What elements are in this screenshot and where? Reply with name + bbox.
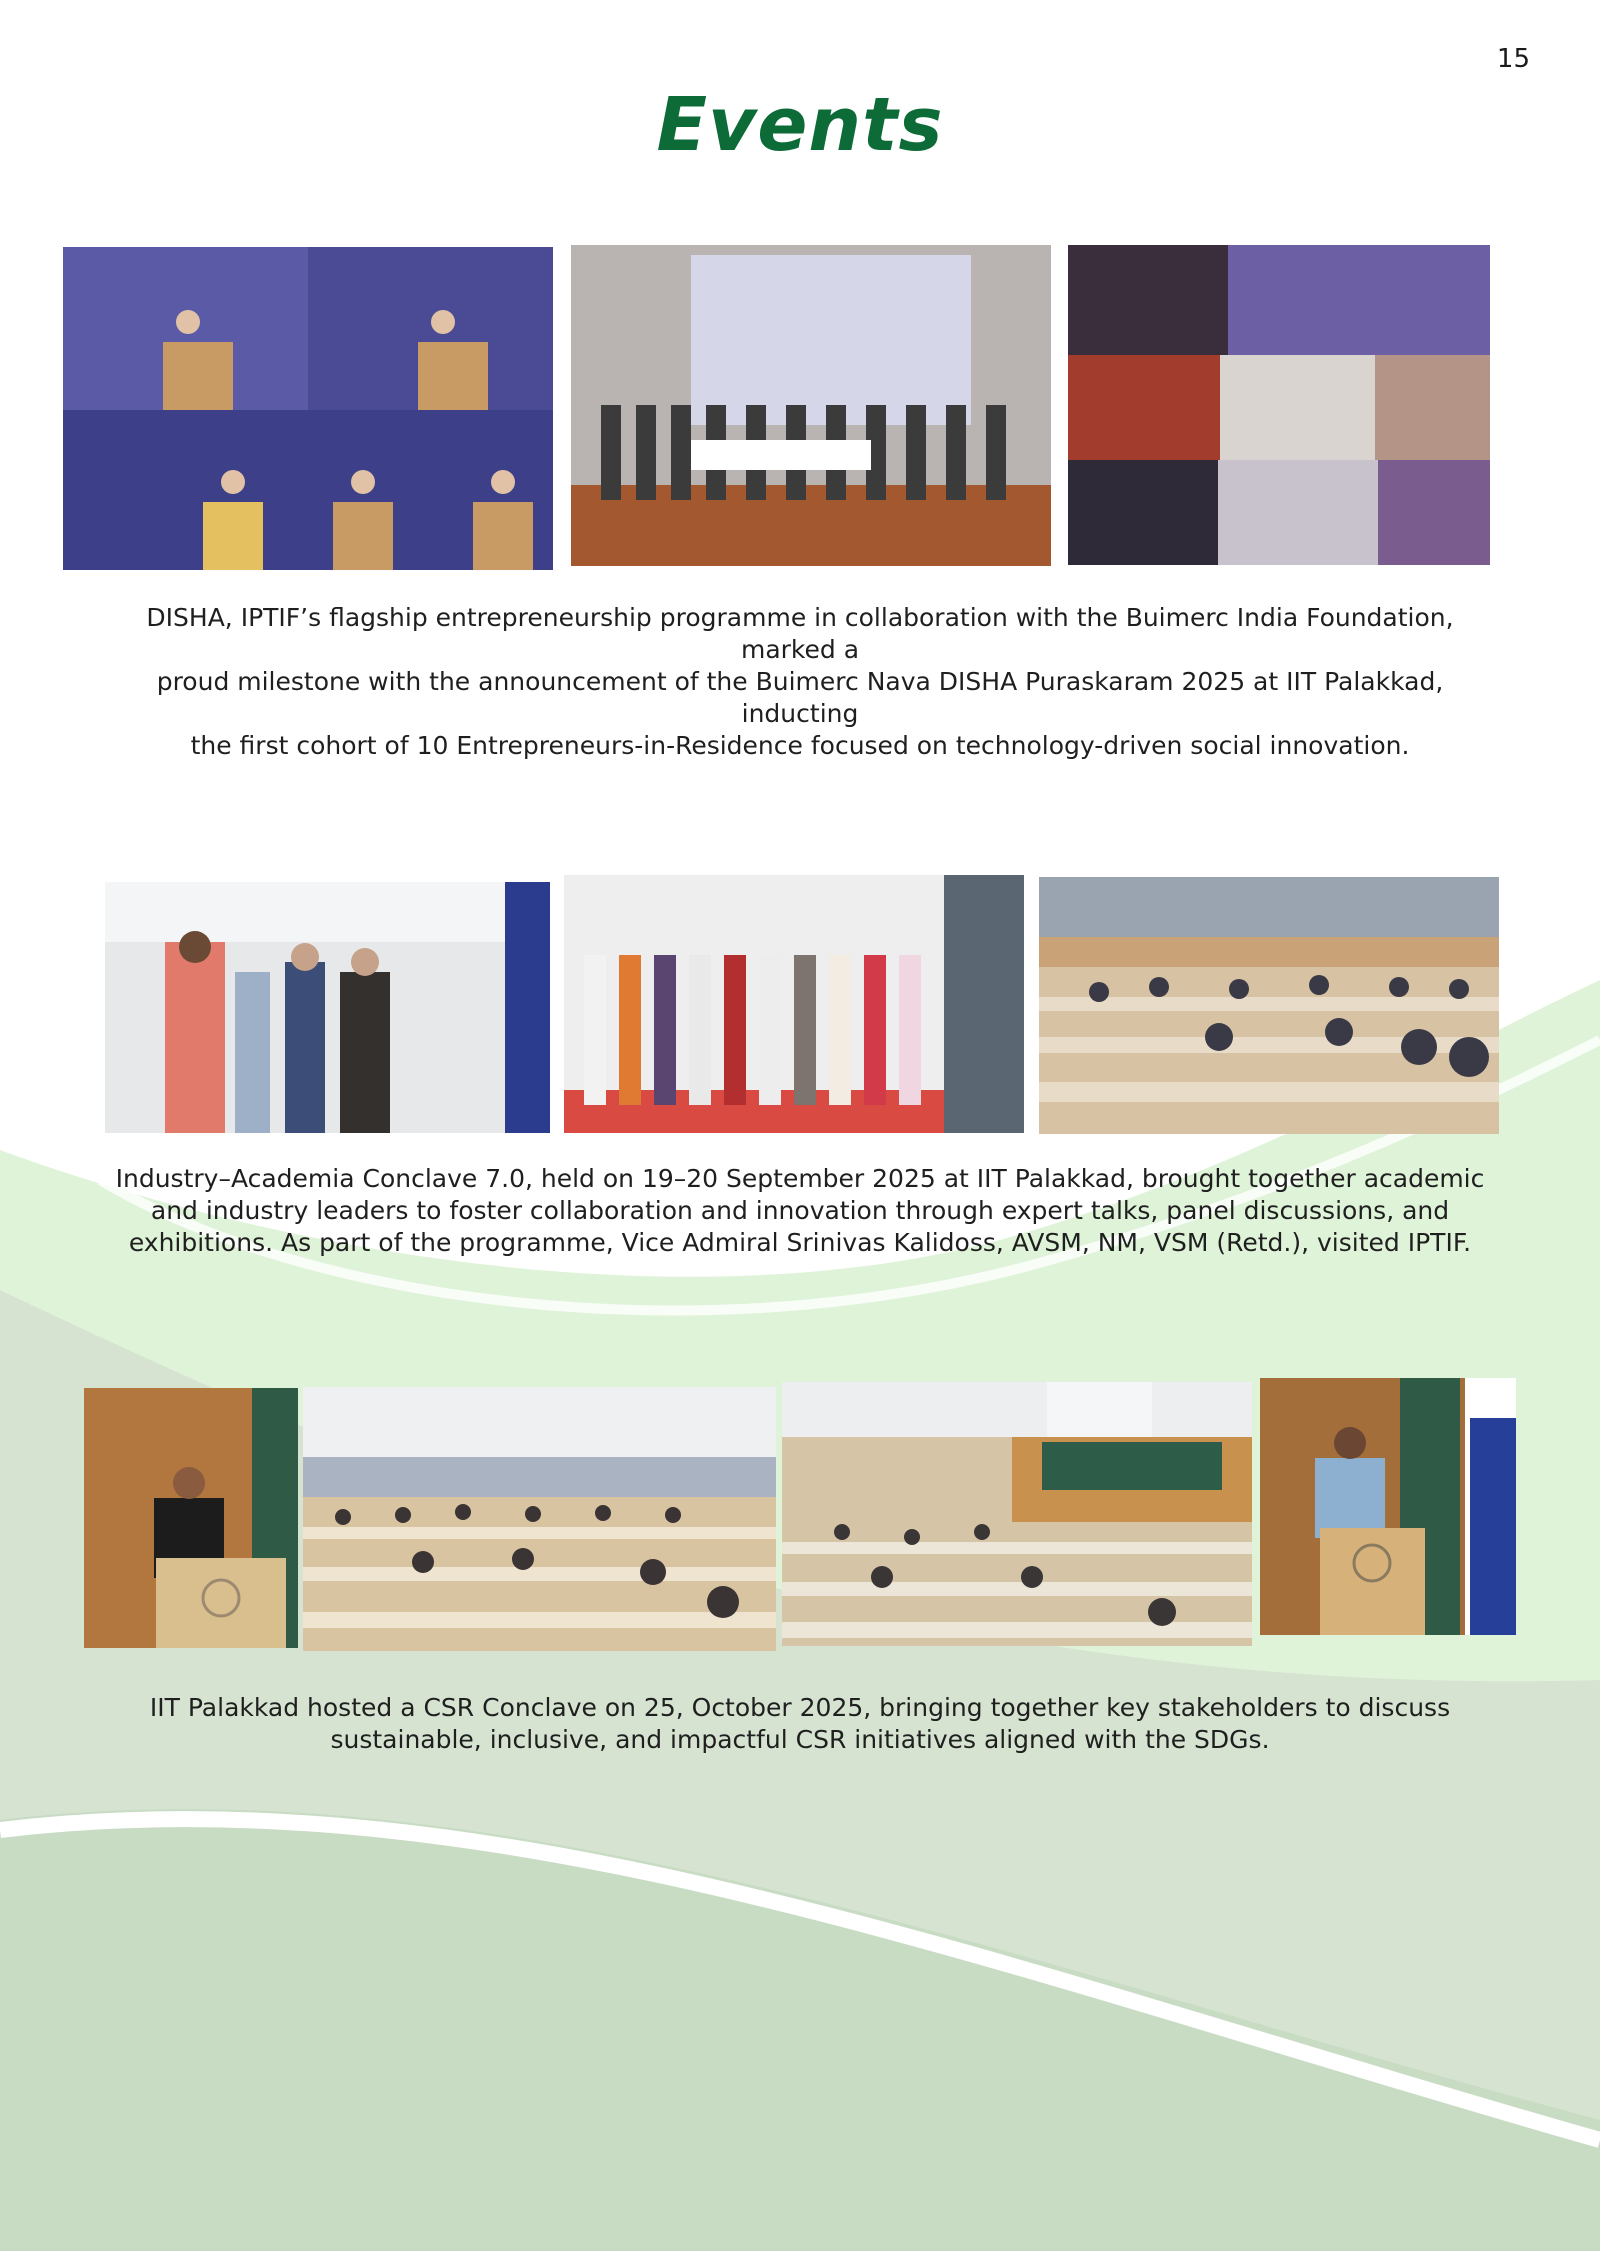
page-title: Events <box>656 82 944 168</box>
caption-line: proud milestone with the announcement of the Buimerc Nava DISHA Puraskaram 2025 at IIT Palakkad, inducting <box>156 667 1444 728</box>
csr-audience-photo-1 <box>303 1387 776 1651</box>
caption-line: exhibitions. As part of the programme, Vice Admiral Srinivas Kalidoss, AVSM, NM, VSM (Retd.), visited IPTIF. <box>128 1228 1472 1257</box>
caption-line: the first cohort of 10 Entrepreneurs-in-Residence focused on technology-driven social innovation. <box>190 731 1410 760</box>
caption-line: DISHA, IPTIF’s flagship entrepreneurship programme in collaboration with the Buimerc India Foundation, marked a <box>146 603 1454 664</box>
caption-line: IIT Palakkad hosted a CSR Conclave on 25, October 2025, bringing together key stakeholders to discuss <box>149 1693 1451 1722</box>
csr-speaker-photo <box>84 1388 298 1648</box>
conclave-audience-photo <box>1039 877 1499 1134</box>
exhibition-group-photo <box>564 875 1024 1133</box>
csr-speaker-photo-2 <box>1260 1378 1516 1635</box>
caption-line: sustainable, inclusive, and impactful CSR initiatives aligned with the SDGs. <box>330 1725 1270 1754</box>
conclave-caption <box>100 1163 1500 1259</box>
disha-speakers-collage-photo <box>63 247 553 570</box>
caption-line: and industry leaders to foster collaboration and innovation through expert talks, panel discussions, and <box>150 1196 1450 1225</box>
csr-audience-photo-2 <box>782 1382 1252 1646</box>
lab-visit-photo <box>105 882 550 1133</box>
disha-caption <box>100 602 1500 762</box>
disha-award-group-photo <box>571 245 1051 566</box>
caption-line: Industry–Academia Conclave 7.0, held on 19–20 September 2025 at IIT Palakkad, brought together academic <box>115 1164 1485 1193</box>
disha-event-collage-photo <box>1068 245 1490 565</box>
page-number: 15 <box>1496 44 1530 74</box>
csr-caption <box>100 1692 1500 1756</box>
